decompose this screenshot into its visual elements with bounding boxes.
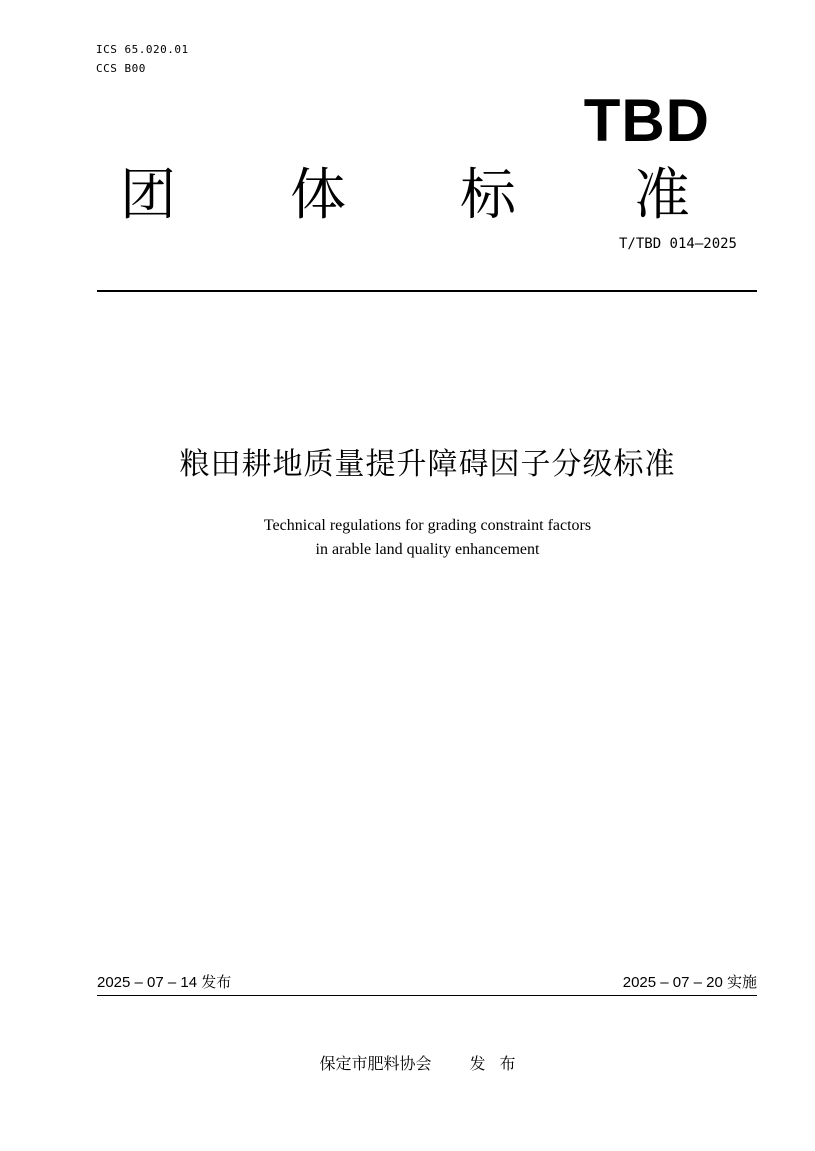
- standard-type-char-4: 准: [634, 163, 690, 228]
- organization-abbreviation: TBD: [583, 87, 710, 154]
- standard-type-char-2: 体: [290, 163, 346, 228]
- standard-type-char-1: 团: [120, 163, 176, 228]
- publish-date: 2025 – 07 – 14 发布: [97, 974, 232, 991]
- header-divider: [97, 290, 757, 292]
- standard-type-char-3: 标: [460, 163, 516, 228]
- publisher-verb: [469, 1054, 515, 1073]
- ics-code: ICS 65.020.01: [96, 43, 189, 56]
- publisher-line: [0, 1052, 815, 1076]
- implementation-date: 2025 – 07 – 20 实施: [622, 974, 757, 991]
- standard-type-heading: [118, 160, 718, 232]
- footer-divider: [97, 995, 757, 996]
- title-english-line-2: in arable land quality enhancement: [315, 541, 540, 558]
- title-chinese: 粮田耕地质量提升障碍因子分级标准: [179, 447, 676, 482]
- publisher-verb-char-1: 发: [469, 1054, 486, 1073]
- publisher-verb-char-2: 布: [499, 1054, 516, 1073]
- classification-codes: [96, 40, 189, 78]
- date-row: [97, 972, 757, 994]
- standard-number: T/TBD 014—2025: [618, 236, 737, 252]
- title-english-line-1: Technical regulations for grading constraint factors: [263, 517, 592, 534]
- publisher-name: 保定市肥料协会: [319, 1054, 432, 1073]
- title-english: [0, 514, 815, 562]
- ccs-code: CCS B00: [96, 62, 146, 75]
